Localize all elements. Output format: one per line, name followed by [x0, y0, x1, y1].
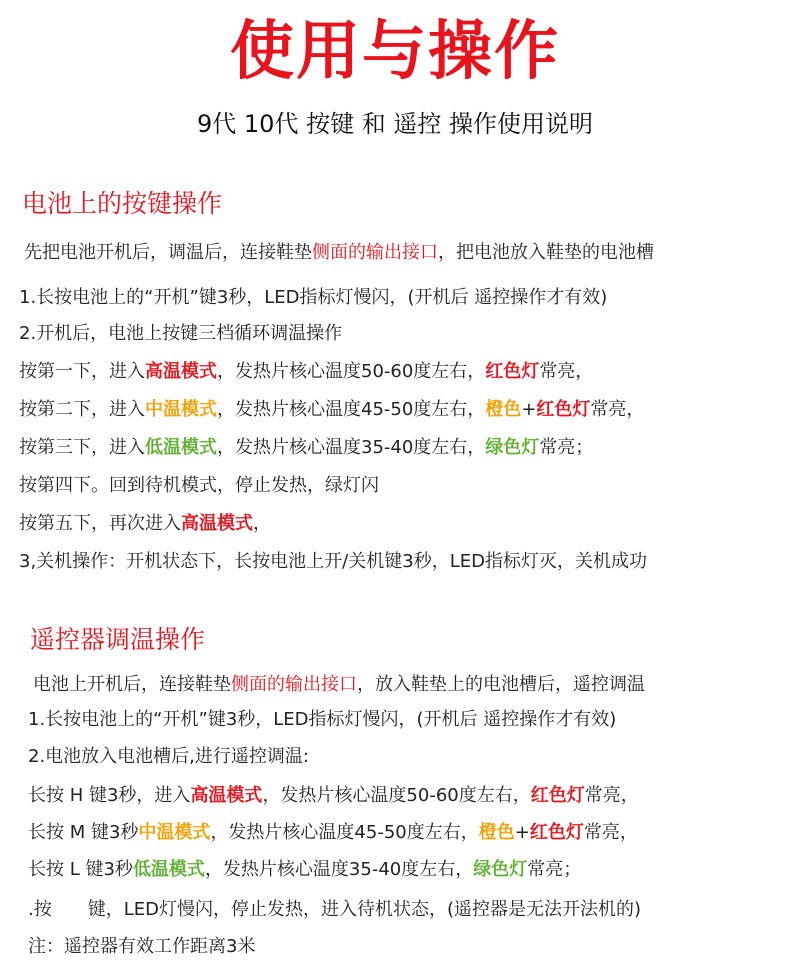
light-red: 红色灯: [530, 785, 585, 806]
remote-key-m: [28, 820, 638, 846]
battery-intro-port: 侧面的输出接口: [312, 242, 438, 263]
press-text: 常亮；: [539, 437, 594, 458]
key-text: 常亮；: [527, 859, 582, 880]
light-orange: 橙色: [485, 399, 522, 420]
mode-medium: 中温模式: [138, 822, 211, 843]
remote-key-l: [28, 857, 581, 883]
remote-step-1: 1.长按电池上的“开机”键3秒，LED指标灯慢闪，(开机后 遥控操作才有效): [28, 709, 617, 730]
battery-step-2: 2.开机后，电池上按键三档循环调温操作: [19, 323, 343, 344]
key-text: 长按 L 键3秒: [28, 859, 133, 880]
press-text: 按第二下，进入: [19, 399, 145, 420]
page-subtitle: 9代 10代 按键 和 遥控 操作使用说明: [197, 110, 593, 138]
press-text: 常亮，: [539, 361, 594, 382]
battery-press-4: 按第四下。回到待机模式，停止发热，绿灯闪: [19, 475, 379, 496]
light-green: 绿色灯: [485, 437, 540, 458]
battery-intro-text: 先把电池开机后，调温后，连接鞋垫: [24, 242, 312, 263]
light-red: 红色灯: [536, 399, 591, 420]
key-text: 长按 M 键3秒: [28, 822, 139, 843]
mode-low: 低温模式: [132, 859, 205, 880]
remote-intro-text: 电池上开机后，连接鞋垫: [33, 674, 231, 695]
mode-low: 低温模式: [145, 437, 217, 458]
press-text: ，发热片核心温度45-50度左右，: [217, 399, 486, 420]
battery-intro: [24, 240, 654, 266]
battery-section-heading: 电池上的按键操作: [22, 189, 223, 218]
press-text: 按第五下，再次进入: [19, 513, 181, 534]
battery-press-2: [19, 397, 644, 423]
battery-press-5: [19, 511, 271, 537]
mode-high: 高温模式: [190, 785, 263, 806]
remote-intro-text-end: ，放入鞋垫上的电池槽后，遥控调温: [357, 674, 645, 695]
remote-intro-port: 侧面的输出接口: [231, 674, 357, 695]
key-text: +: [514, 822, 530, 843]
page-title: 使用与操作: [230, 15, 560, 89]
key-text: 常亮，: [584, 785, 639, 806]
battery-press-1: [19, 359, 593, 385]
key-text: ，发热片核心温度35-40度左右，: [204, 859, 474, 880]
remote-key-h: [28, 783, 639, 809]
press-text: ，发热片核心温度35-40度左右，: [217, 437, 486, 458]
key-text: 长按 H 键3秒，进入: [28, 785, 191, 806]
remote-intro: [33, 672, 645, 698]
light-orange: 橙色: [478, 822, 515, 843]
light-red: 红色灯: [485, 361, 540, 382]
light-green: 绿色灯: [473, 859, 528, 880]
press-text: 按第一下，进入: [19, 361, 145, 382]
battery-step-3: 3,关机操作：开机状态下，长按电池上开/关机键3秒，LED指标灯灭，关机成功: [19, 551, 647, 572]
mode-high: 高温模式: [145, 361, 217, 382]
mode-high: 高温模式: [181, 513, 253, 534]
battery-intro-text-end: ，把电池放入鞋垫的电池槽: [438, 242, 654, 263]
remote-section-heading: 遥控器调温操作: [30, 625, 206, 654]
battery-step-1: 1.长按电池上的“开机”键3秒，LED指标灯慢闪，(开机后 遥控操作才有效): [19, 287, 608, 308]
press-text: 常亮，: [590, 399, 645, 420]
key-text: ，发热片核心温度45-50度左右，: [210, 822, 479, 843]
battery-press-3: [19, 435, 593, 461]
press-text: +: [521, 399, 537, 420]
press-text: ，发热片核心温度50-60度左右，: [217, 361, 486, 382]
remote-key-off: .按 键，LED灯慢闪，停止发热，进入待机状态，(遥控器是无法开法机的): [28, 899, 642, 920]
key-text: 常亮，: [583, 822, 638, 843]
press-text: 按第三下，进入: [19, 437, 145, 458]
remote-note: 注：遥控器有效工作距离3米: [28, 936, 256, 957]
key-text: ，发热片核心温度50-60度左右，: [262, 785, 531, 806]
press-text: ，: [253, 513, 271, 534]
light-red: 红色灯: [529, 822, 584, 843]
remote-step-2: 2.电池放入电池槽后,进行遥控调温:: [28, 746, 309, 767]
mode-medium: 中温模式: [145, 399, 217, 420]
